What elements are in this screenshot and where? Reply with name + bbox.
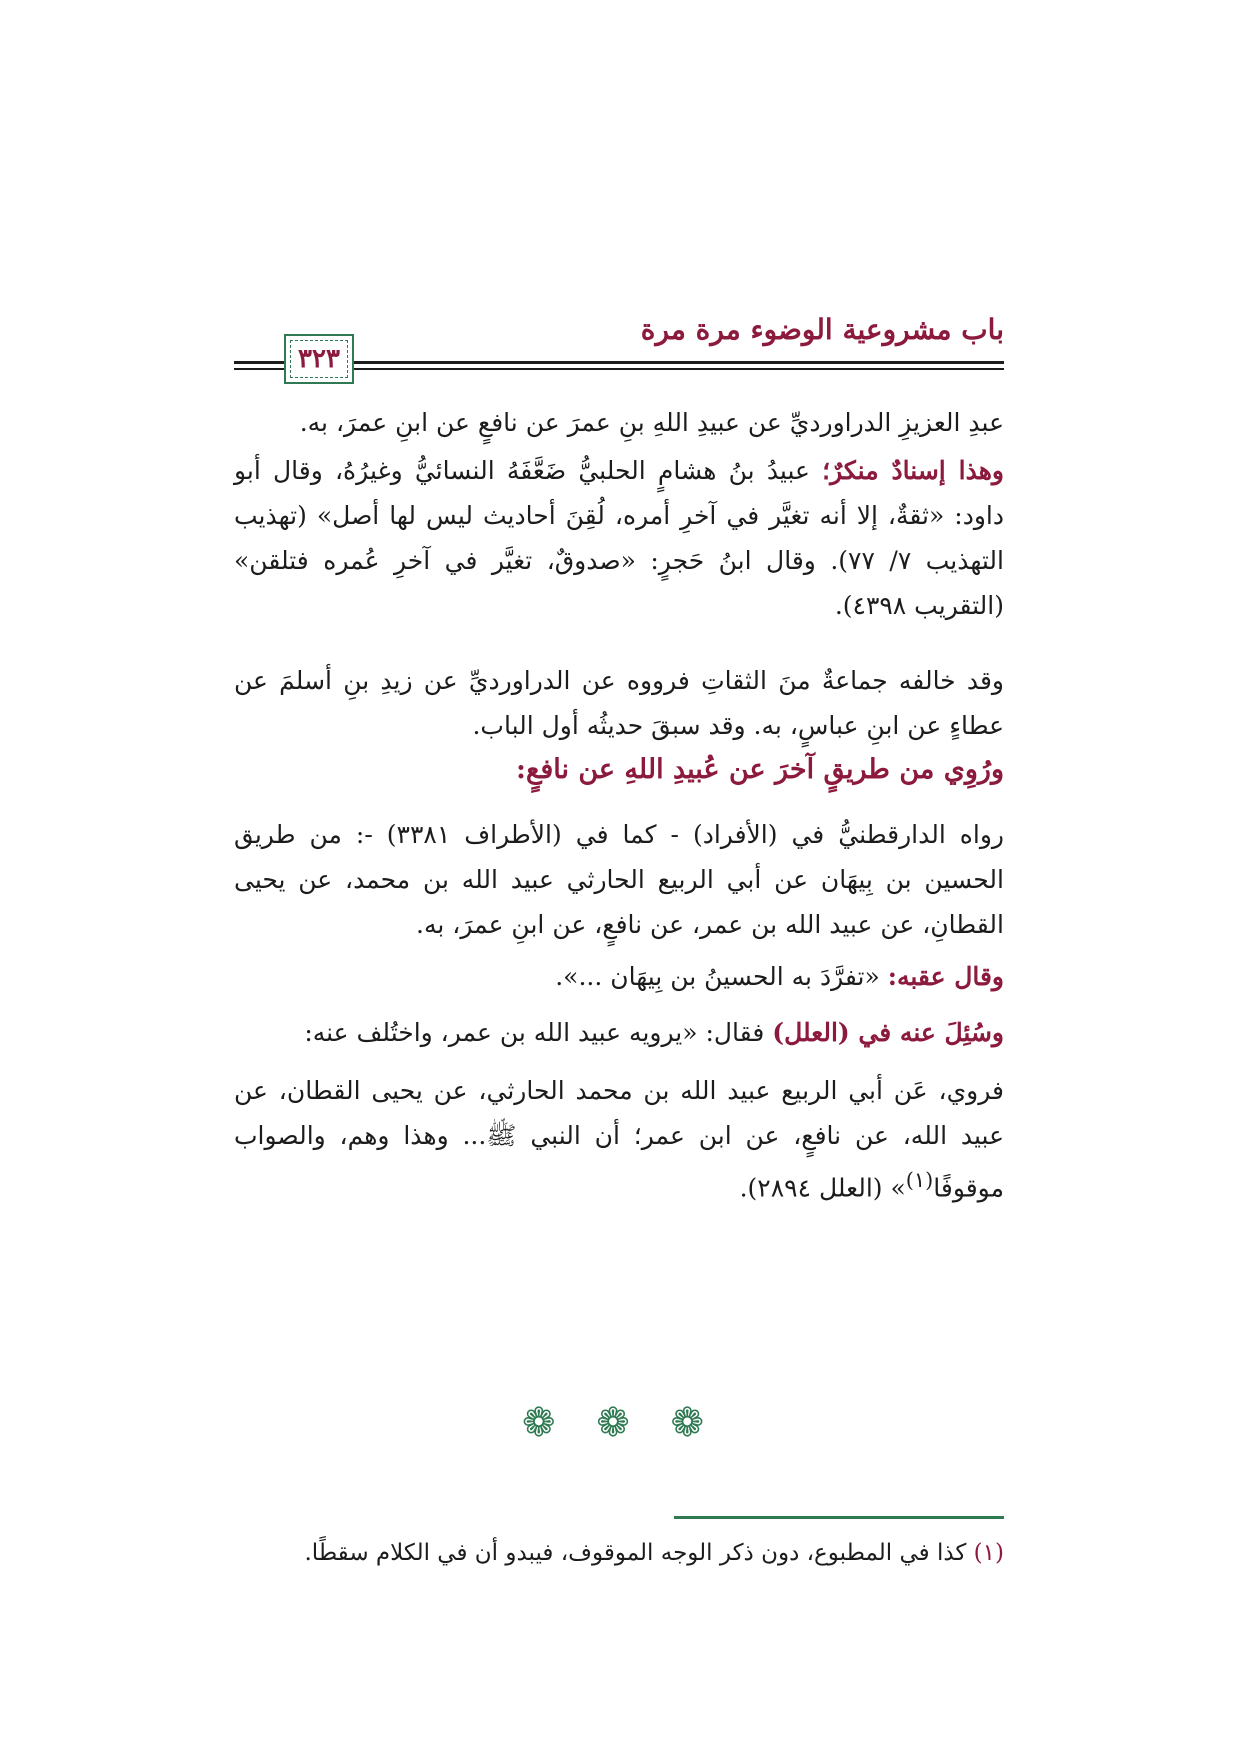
footnote-ref[interactable]: (١)	[905, 1168, 934, 1192]
section-ornament	[0, 1400, 1240, 1446]
paragraph-7	[234, 1068, 1004, 1210]
paragraph-2-text: عبيدُ بنُ هشامٍ الحلبيُّ ضَعَّفَهُ النسائيُّ وغيرُهُ، وقال أبو داود: «ثقةٌ، إلا أنه تغيَّر في آخرِ أمره، لُقِنَ أحاديث ليس لها أصل» (تهذيب التهذيب ٧/ ٧٧). وقال ابنُ حَجرٍ: «صدوقٌ، تغيَّر في آخرِ عُمره فتلقن» (التقريب ٤٣٩٨).	[234, 456, 1004, 620]
footnote-number: (١)	[973, 1540, 1004, 1566]
paragraph-6-text: فقال: «يرويه عبيد الله بن عمر، واختُلف عنه:	[304, 1018, 773, 1047]
footnote-rule	[674, 1516, 1004, 1519]
paragraph-7-end: » (العلل ٢٨٩٤).	[739, 1173, 906, 1203]
chapter-title: باب مشروعية الوضوء مرة مرة	[640, 313, 1004, 346]
paragraph-3: وقد خالفه جماعةٌ منَ الثقاتِ فرووه عن الدراورديِّ عن زيدِ بنِ أسلمَ عن عطاءٍ عن ابنِ عباسٍ، به. وقد سبقَ حديثُه أول الباب.	[234, 666, 1004, 740]
footnote	[305, 1540, 1005, 1566]
paragraph-7-text: فروي، عَن أبي الربيع عبيد الله بن محمد الحارثي، عن يحيى القطان، عن عبيد الله، عن نافعٍ، عن ابن عمر؛ أن النبي ﷺ... وهذا وهم، والصواب موقوفًا	[234, 1076, 1004, 1203]
paragraph-1: عبدِ العزيزِ الدراورديِّ عن عبيدِ اللهِ بنِ عمرَ عن نافعٍ عن ابنِ عمرَ، به.	[299, 408, 1004, 437]
paragraph-6	[234, 1010, 1004, 1055]
flower-ornament-icon: ❁	[670, 1400, 718, 1446]
paragraph-5-text: «تفرَّدَ به الحسينُ بن بِيهَان ...».	[555, 962, 888, 991]
footnote-text: كذا في المطبوع، دون ذكر الوجه الموقوف، فيبدو أن في الكلام سقطًا.	[304, 1540, 974, 1566]
section-heading: ورُوِي من طريقٍ آخرَ عن عُبيدِ اللهِ عن نافعٍ:	[515, 754, 1004, 785]
flower-ornament-icon: ❁	[522, 1400, 570, 1446]
paragraph-4: رواه الدارقطنيُّ في (الأفراد) - كما في (الأطراف ٣٣٨١) -: من طريق الحسين بن بِيهَان عن أبي الربيع الحارثي عبيد الله بن محمد، عن يحيى القطانِ، عن عبيد الله بن عمر، عن نافعٍ، عن ابنِ عمرَ، به.	[234, 820, 1004, 939]
paragraph-6-lead: وسُئِلَ عنه في (العلل)	[772, 1018, 1004, 1047]
paragraph-5	[234, 954, 1004, 999]
page-number-frame	[284, 334, 354, 384]
paragraph-5-lead: وقال عقبه:	[887, 962, 1004, 991]
paragraph-2	[234, 448, 1004, 628]
flower-ornament-icon: ❁	[596, 1400, 644, 1446]
page-number: ٣٢٣	[298, 344, 340, 374]
paragraph-2-lead: وهذا إسنادٌ منكرٌ؛	[822, 456, 1004, 485]
